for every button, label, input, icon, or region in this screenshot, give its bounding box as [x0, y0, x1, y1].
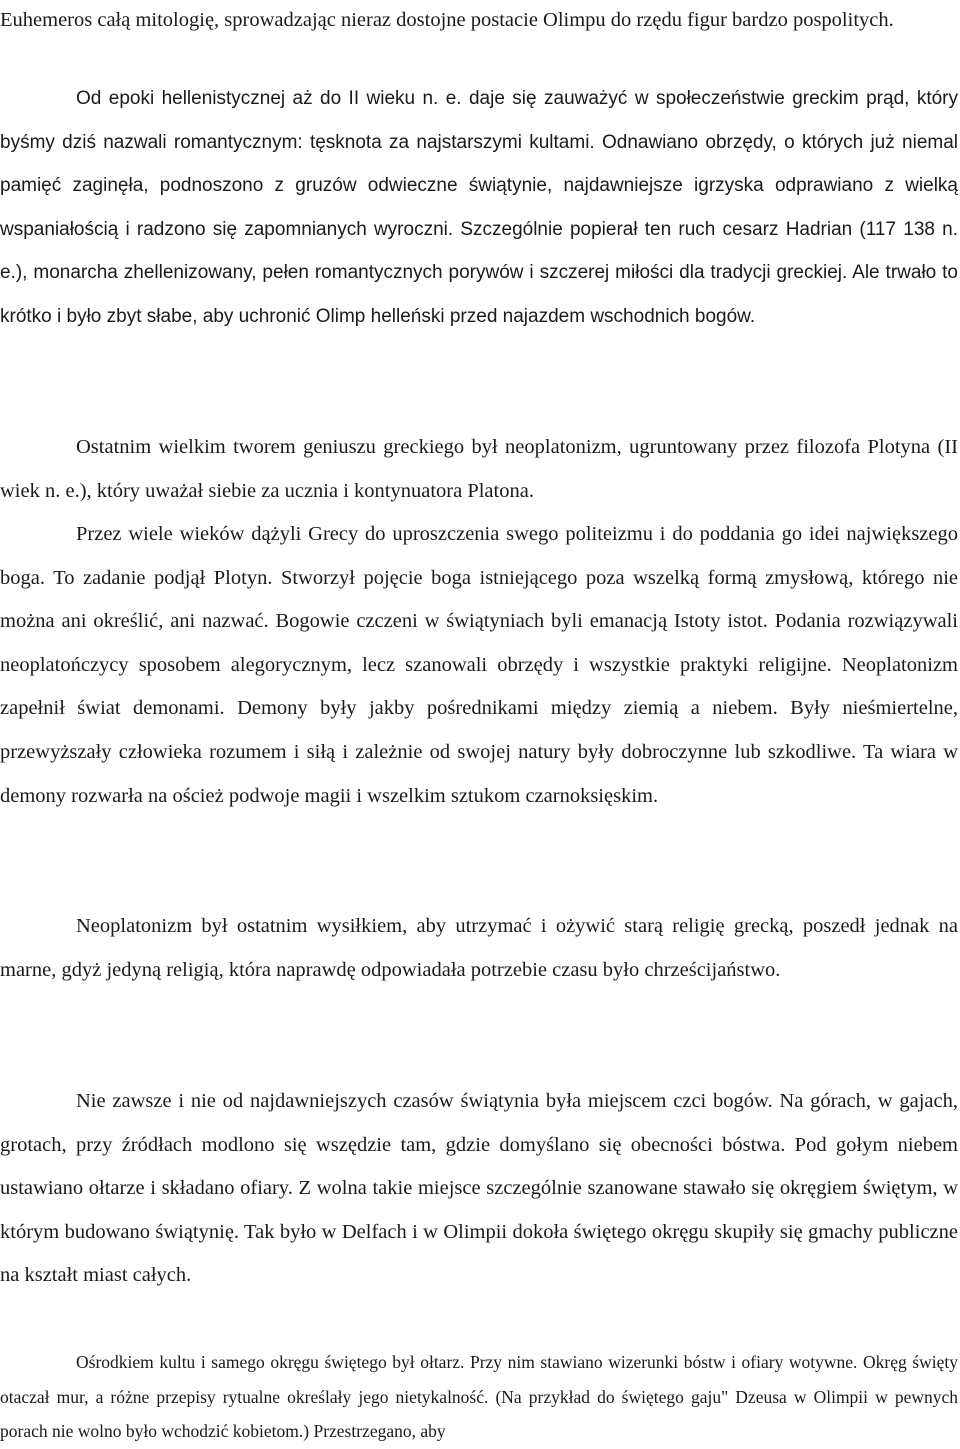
paragraph-altar-sacred-precinct: Ośrodkiem kultu i samego okręgu świętego był ołtarz. Przy nim stawiano wizerunki bóstw i ofiary wotywne. Okręg święty otaczał mur, a różne przepisy rytualne określały jego nietykalność. (Na przykład do świętego gaju" Dzeusa w Olimpii w pewnych porach nie wolno było wchodzić kobietom.) Przestrzegano, aby [0, 1352, 958, 1441]
paragraph-neoplatonism-end: Neoplatonizm był ostatnim wysiłkiem, aby utrzymać i ożywić starą religię grecką, poszedł jednak na marne, gdyż jedyną religią, która naprawdę odpowiadała potrzebie czasu było chrześcijaństwo. [0, 915, 958, 981]
paragraph-hellenistic-romanticism: Od epoki hellenistycznej aż do II wieku n. e. daje się zauważyć w społeczeństwie greckim prąd, który byśmy dziś nazwali romantycznym: tęsknota za najstarszymi kultami. Odnawiano obrzędy, o których już niemal pamięć zaginęła, podnoszono z gruzów odwieczne świątynie, najdawniejsze igrzyska odprawiano z wielką wspaniałością i radzono się zapomnianych wyroczni. Szczególnie popierał ten ruch cesarz Hadrian (117 138 n. e.), monarcha zhellenizowany, pełen romantycznych porywów i szczerej miłości dla tradycji greckiej. Ale trwało to krótko i było zbyt słabe, aby uchronić Olimp helleński przed najazdem wschodnich bogów. [0, 88, 958, 327]
paragraph-euhemeros: Euhemeros całą mitologię, sprowadzając nieraz dostojne postacie Olimpu do rzędu figur bardzo pospolitych. [0, 9, 894, 31]
paragraph-sacred-places: Nie zawsze i nie od najdawniejszych czasów świątynia była miejscem czci bogów. Na górach, w gajach, grotach, przy źródłach modlono się wszędzie tam, gdzie domyślano się obecności bóstwa. Pod gołym niebem ustawiano ołtarze i składano ofiary. Z wolna takie miejsce szczególnie szanowane stawało się okręgiem świętym, w którym budowano świątynię. Tak było w Delfach i w Olimpii dokoła świętego okręgu skupiły się gmachy publiczne na kształt miast całych. [0, 1090, 958, 1287]
paragraph-neoplatonism-intro: Ostatnim wielkim tworem geniuszu greckiego był neoplatonizm, ugruntowany przez filozofa Plotyna (II wiek n. e.), który uważał siebie za ucznia i kontynuatora Platona. [0, 436, 958, 502]
paragraph-plotinus-theology: Przez wiele wieków dążyli Grecy do uproszczenia swego politeizmu i do poddania go idei największego boga. To zadanie podjął Plotyn. Stworzył pojęcie boga istniejącego poza wszelką formą zmysłową, którego nie można ani określić, ani nazwać. Bogowie czczeni w świątyniach byli emanacją Istoty istot. Podania rozwiązywali neoplatończycy sposobem alegorycznym, lecz szanowali obrzędy i wszystkie praktyki religijne. Neoplatonizm zapełnił świat demonami. Demony były jakby pośrednikami między ziemią a niebem. Były nieśmiertelne, przewyższały człowieka rozumem i siłą i zależnie od swojej natury były dobroczynne lub szkodliwe. Ta wiara w demony rozwarła na oścież podwoje magii i wszelkim sztukom czarnoksięskim. [0, 523, 958, 807]
